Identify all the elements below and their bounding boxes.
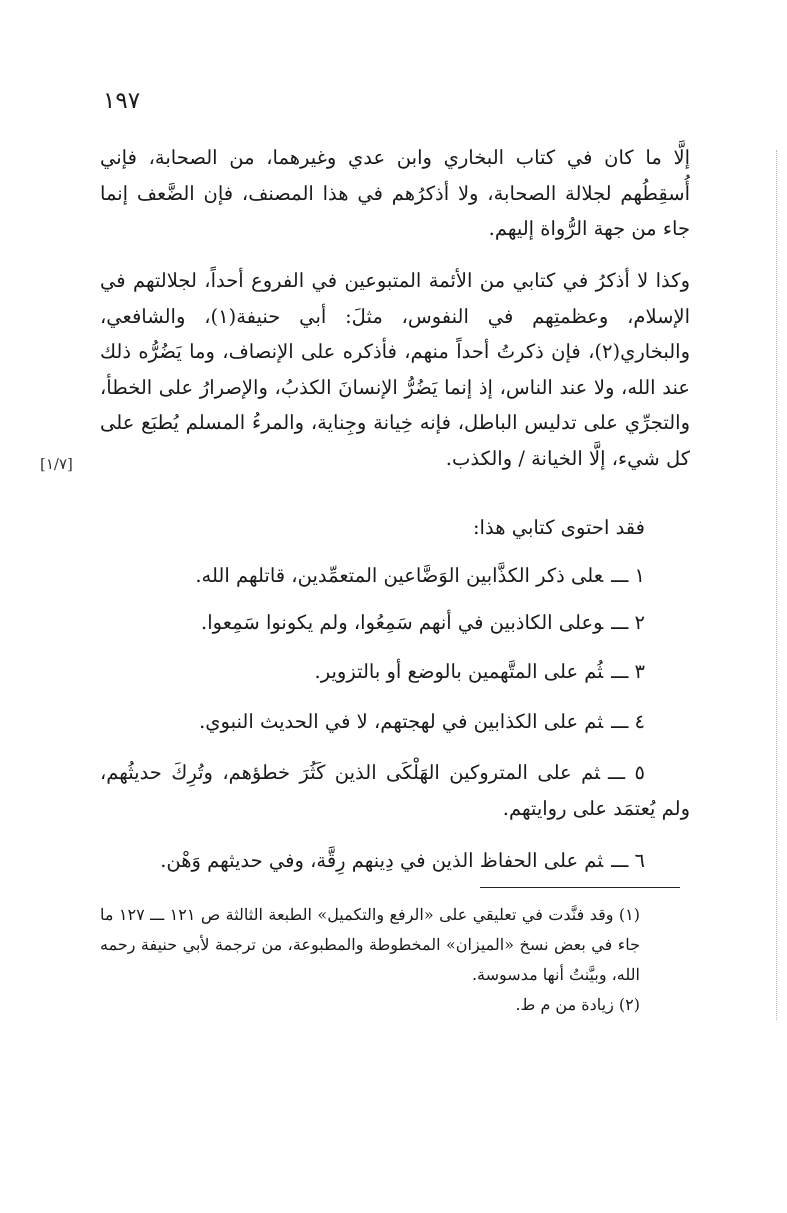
list-item (100, 605, 645, 641)
list-item-text: ثُم على المتَّهمين بالوضع أو بالتزوير. (314, 660, 604, 683)
list-item-text: ثم على الكذابين في لهجتهم، لا في الحديث النبوي. (199, 710, 604, 733)
list-item-text: وعلى الكاذبين في أنهم سَمِعُوا، ولم يكونوا سَمِعوا. (201, 611, 604, 634)
page-number: ١٩٧ (103, 88, 141, 114)
footnote-1: (١) وقد فنَّدت في تعليقي على «الرفع والتكميل» الطبعة الثالثة ص ١٢١ ـــ ١٢٧ ما جاء في بعض نسخ «الميزان» المخطوطة والمطبوعة، من ترجمة لأبي حنيفة رحمه الله، وبيَّنتُ أنها مدسوسة. (100, 905, 640, 984)
list-item-number: ١ ـــ (611, 564, 645, 587)
footnote-2: (٢) زيادة من م ط. (515, 995, 640, 1014)
scan-gutter-line (776, 150, 777, 1020)
list-item (100, 558, 645, 594)
list-item-number: ٥ ـــ (607, 761, 645, 784)
paragraph-2: وكذا لا أذكرُ في كتابي من الأئمة المتبوعين في الفروع أحداً، لجلالتهم في الإسلام، وعظمتِهم في النفوس، مثلَ: أبي حنيفة(١)، والشافعي، والبخاري(٢)، فإن ذكرتُ أحداً منهم، فأذكره على الإنصاف، وما يَضُرُّه ذلك عند الله، ولا عند الناس، إذ إنما يَضُرُّ الإنسانَ الكذبُ، والإصرارُ على الخطأ، والتجرِّي على تدليس الباطل، فإنه خِيانة وجِناية، والمرءُ المسلم يُطبَع على كل شيء، إلَّا الخيانة / والكذب. (100, 269, 690, 470)
list-item-text: ثم على الحفاظ الذين في دِينهم رِقَّة، وفي حديثهم وَهْن. (160, 849, 604, 872)
list-item (100, 654, 645, 690)
list-item-number: ٤ ـــ (611, 710, 645, 733)
paragraph-3: فقد احتوى كتابي هذا: (472, 516, 645, 539)
list-item-number: ٦ ـــ (611, 849, 645, 872)
footnote-separator (480, 887, 680, 888)
list-item (100, 704, 645, 740)
paragraph-1: إلَّا ما كان في كتاب البخاري وابن عدي وغيرهما، من الصحابة، فإني أُسقِطُهم لجلالة الصحابة، ولا أذكرُهم في هذا المصنف، فإن الضَّعف إنما جاء من جهة الرُّواة إليهم. (100, 146, 690, 240)
list-item-text: ثم على المتروكين الهَلْكَى الذين كَثُرَ خطؤهم، وتُرِكَ حديثُهم، ولم يُعتمَد على روايتهم. (100, 761, 690, 820)
list-item (100, 755, 690, 827)
list-item-number: ٢ ـــ (611, 611, 645, 634)
list-item-text: على ذكر الكذَّابين الوَضَّاعين المتعمِّدين، قاتلهم الله. (195, 564, 604, 587)
margin-reference: [١/٧] (40, 455, 73, 473)
list-item-number: ٣ ـــ (611, 660, 645, 683)
list-item (100, 843, 645, 879)
